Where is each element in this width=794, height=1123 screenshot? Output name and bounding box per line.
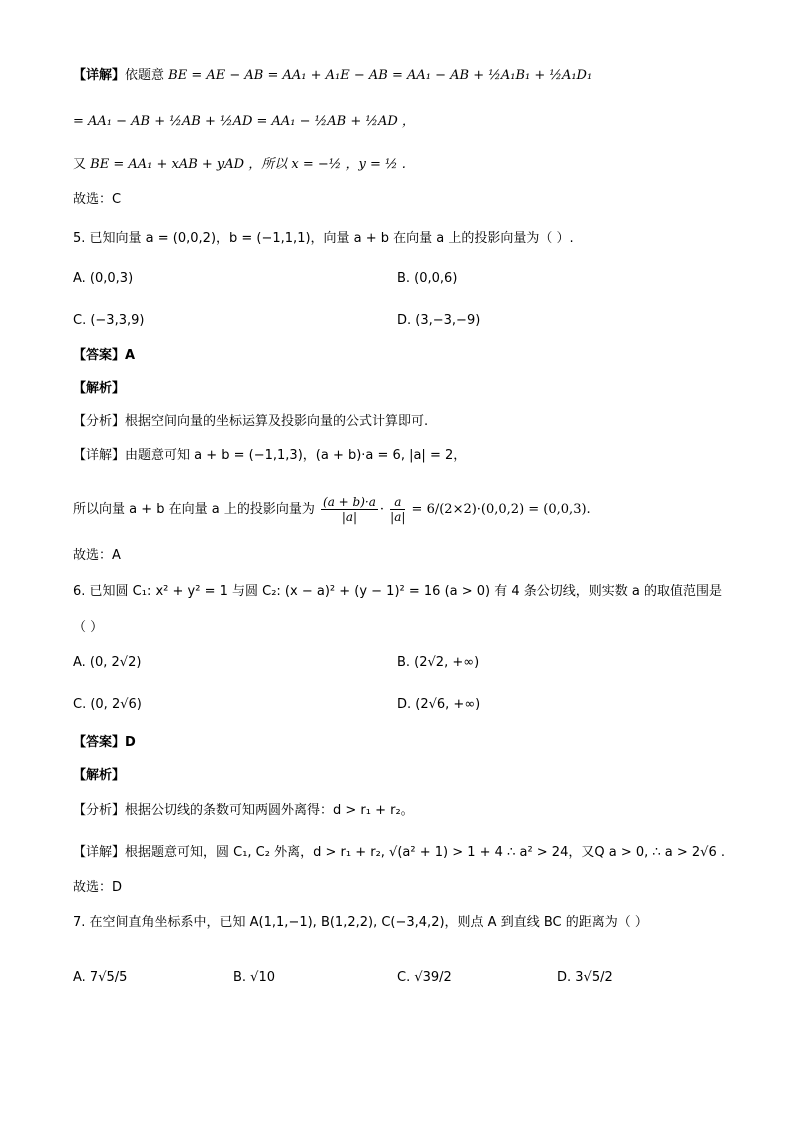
q7-option-d: D. 3√5/2 [557,970,613,985]
q5-detail-2: 所以向量 a + b 在向量 a 上的投影向量为 $\frac{(a + b)\cdot a}{|a|}$ · $\frac{a}{|a|}$ = 6/(2×2)·(0,0,2) = (0,0,3). [73,495,591,524]
vector-equation: BE = AE − AB = AA₁ + A₁E − AB = AA₁ − AB + ½A₁B₁ + ½A₁D₁ [168,68,593,83]
projection-fraction: $\frac{(a + b)\cdot a}{|a|}$ [323,495,376,524]
q5-answer-label: 【答案】A [73,348,136,363]
q5-option-c: C. (−3,3,9) [73,313,145,328]
q4-detail-line-2 [73,112,415,132]
q5-stem: 5. 已知向量 a = (0,0,2)，b = (−1,1,1)，向量 a + b 在向量 a 上的投影向量为（ ）. [73,231,574,246]
q6-analysis: 【分析】根据公切线的条数可知两圆外离得：d > r₁ + r₂。 [73,803,414,818]
q6-detail: 【详解】根据题意可知，圆 C₁, C₂ 外离，d > r₁ + r₂, √(a² + 1) > 1 + 4 ∴ a² > 24，又Q a > 0, ∴ a > 2√6 . [73,845,725,860]
q6-option-c: C. (0, 2√6) [73,697,142,712]
q4-answer: 故选：C [73,192,122,207]
q5-answer: 故选：A [73,548,121,563]
q6-analysis-label: 【解析】 [73,768,126,783]
vector-equation: BE = AA₁ + xAB + yAD ，所以 x = −½ ，y = ½ . [90,157,406,172]
unit-vector-fraction: $\frac{a}{|a|}$ [390,495,406,524]
q6-option-b: B. (2√2, +∞) [397,655,480,670]
q7-option-c: C. √39/2 [397,970,452,985]
q5-option-d: D. (3,−3,−9) [397,313,481,328]
q5-detail-1: 【详解】由题意可知 a + b = (−1,1,3)，(a + b)·a = 6, |a| = 2， [73,448,467,463]
q4-detail-line-1: 【详解】依题意 BE = AE − AB = AA₁ + A₁E − AB = AA₁ − AB + ½A₁B₁ + ½A₁D₁ [73,68,593,83]
q6-answer: 故选：D [73,880,123,895]
q6-option-d: D. (2√6, +∞) [397,697,481,712]
q5-option-a: A. (0,0,3) [73,271,134,286]
q7-stem: 7. 在空间直角坐标系中，已知 A(1,1,−1), B(1,2,2), C(−3,4,2)，则点 A 到直线 BC 的距离为（ ） [73,915,648,930]
q6-option-a: A. (0, 2√2) [73,655,142,670]
detail-label: 【详解】 [73,68,126,83]
q5-option-b: B. (0,0,6) [397,271,458,286]
q5-analysis-label: 【解析】 [73,381,126,396]
q6-stem-2: （ ） [73,620,104,635]
q6-stem-1: 6. 已知圆 C₁: x² + y² = 1 与圆 C₂: (x − a)² + (y − 1)² = 16 (a > 0) 有 4 条公切线，则实数 a 的取值范围是 [73,584,723,599]
vector-equation: = AA₁ − AB + ½AB + ½AD = AA₁ − ½AB + ½AD ， [73,114,415,129]
q7-option-b: B. √10 [233,970,276,985]
q7-option-a: A. 7√5/5 [73,970,128,985]
q6-answer-label: 【答案】D [73,735,136,750]
q5-analysis: 【分析】根据空间向量的坐标运算及投影向量的公式计算即可. [73,414,429,429]
q4-detail-line-3: 又 BE = AA₁ + xAB + yAD ，所以 x = −½ ，y = ½ . [73,157,406,172]
